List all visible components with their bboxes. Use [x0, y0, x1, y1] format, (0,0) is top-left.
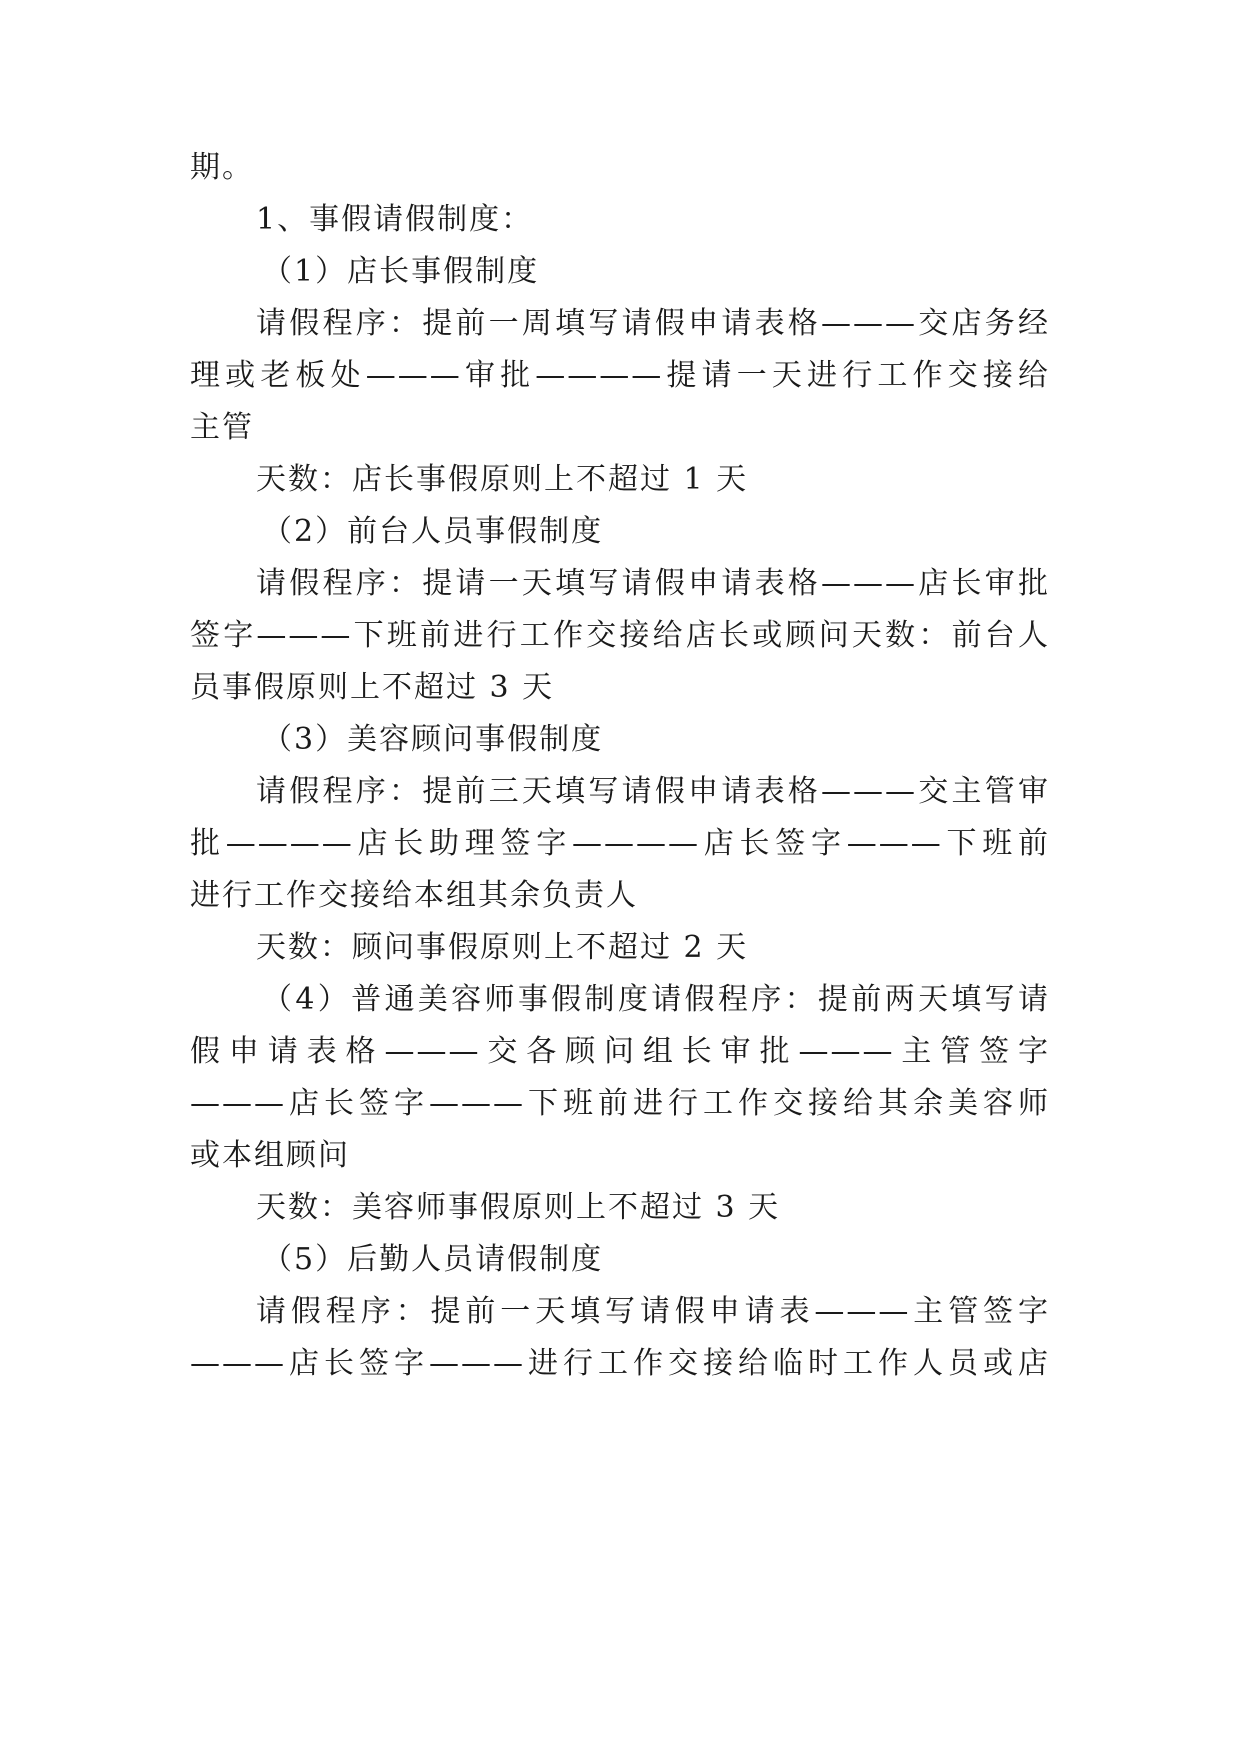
subheading-beautician: （4）普通美容师事假制度请假程序：提前两天填写请	[262, 982, 1050, 1017]
text-line-4: 请假程序：提前一周填写请假申请表格———交店务经	[256, 306, 1050, 341]
subheading-beauty-consultant: （3）美容顾问事假制度	[262, 722, 604, 757]
text-line-19: ———店长签字———下班前进行工作交接给其余美容师	[190, 1086, 1050, 1121]
text-line-10: 签字———下班前进行工作交接给店长或顾问天数：前台人	[190, 618, 1050, 653]
subheading-store-manager: （1）店长事假制度	[262, 254, 540, 289]
text-line-16: 天数：顾问事假原则上不超过 2 天	[256, 930, 749, 965]
subheading-front-desk: （2）前台人员事假制度	[262, 514, 604, 549]
text-line-13: 请假程序：提前三天填写请假申请表格———交主管审	[256, 774, 1050, 809]
text-line-7: 天数：店长事假原则上不超过 1 天	[256, 462, 749, 497]
subheading-logistics-staff: （5）后勤人员请假制度	[262, 1242, 604, 1277]
text-line-1: 期。	[190, 150, 254, 185]
text-line-18: 假申请表格———交各顾问组长审批———主管签字	[190, 1034, 1050, 1069]
text-line-11: 员事假原则上不超过 3 天	[190, 670, 555, 705]
text-line-14: 批————店长助理签字————店长签字———下班前	[190, 826, 1050, 861]
text-line-20: 或本组顾问	[190, 1138, 350, 1173]
text-line-23: 请假程序：提前一天填写请假申请表———主管签字	[256, 1294, 1050, 1329]
text-line-6: 主管	[190, 410, 254, 445]
section-heading-leave-rules: 1、事假请假制度：	[256, 202, 534, 237]
text-line-24: ———店长签字———进行工作交接给临时工作人员或店	[190, 1346, 1050, 1381]
text-line-9: 请假程序：提请一天填写请假申请表格———店长审批	[256, 566, 1050, 601]
text-line-5: 理或老板处———审批————提请一天进行工作交接给	[190, 358, 1050, 393]
text-line-21: 天数：美容师事假原则上不超过 3 天	[256, 1190, 781, 1225]
text-line-15: 进行工作交接给本组其余负责人	[190, 878, 638, 913]
